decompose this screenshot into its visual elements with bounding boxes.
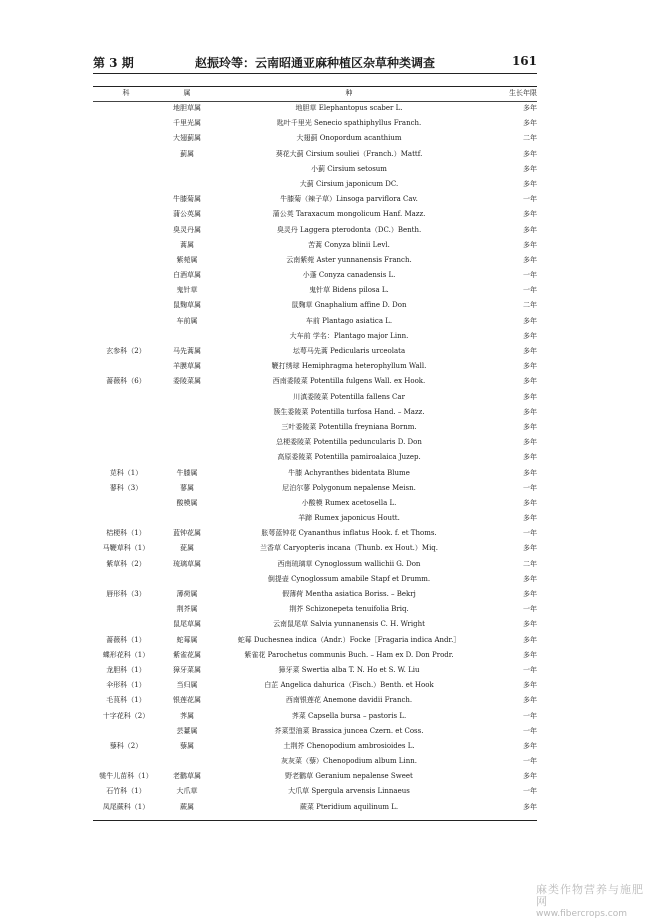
table-row	[93, 739, 537, 754]
cell-life-span: 多年	[523, 422, 537, 431]
table-row	[93, 724, 537, 739]
table-row	[93, 481, 537, 496]
cell-species: 大车前 学名：Plantago major Linn.	[289, 331, 409, 340]
cell-life-span: 多年	[523, 574, 537, 583]
cell-genus: 白酒草属	[173, 271, 201, 280]
table-row	[93, 602, 537, 617]
cell-life-span: 多年	[523, 772, 537, 781]
cell-genus: 羊膜草属	[173, 362, 201, 371]
column-header-species: 种	[345, 89, 353, 97]
cell-life-span: 多年	[523, 119, 537, 128]
cell-genus: 鬼针草	[176, 286, 198, 295]
cell-life-span: 多年	[523, 635, 537, 644]
table-row	[93, 663, 537, 678]
table-row	[93, 572, 537, 587]
cell-genus: 蛇莓属	[176, 635, 198, 644]
table-row	[93, 207, 537, 222]
cell-species: 尼泊尔蓼 Polygonum nepalense Meisn.	[282, 483, 416, 492]
table-row	[93, 526, 537, 541]
cell-genus: 紫雀花属	[173, 650, 201, 659]
table-row	[93, 223, 537, 238]
cell-genus: 莸属	[180, 544, 194, 553]
cell-genus: 大爪草	[176, 787, 198, 796]
cell-genus: 藜属	[180, 741, 194, 750]
table-row	[93, 496, 537, 511]
table-row	[93, 420, 537, 435]
cell-genus: 千里光属	[173, 119, 201, 128]
table-header	[93, 88, 537, 101]
cell-life-span: 一年	[523, 271, 537, 280]
column-header-family: 科	[122, 89, 130, 97]
cell-life-span: 多年	[523, 453, 537, 462]
cell-species: 三叶委陵菜 Potentilla freyniana Bornm.	[281, 422, 417, 431]
cell-life-span: 一年	[523, 726, 537, 735]
cell-life-span: 多年	[523, 468, 537, 477]
cell-life-span: 一年	[523, 286, 537, 295]
table-row	[93, 147, 537, 162]
cell-genus: 琉璃草属	[173, 559, 201, 568]
cell-species: 云南鼠尾草 Salvia yunnanensis C. H. Wright	[273, 620, 425, 629]
cell-genus: 芸薹属	[176, 726, 198, 735]
cell-family: 紫草科（2）	[106, 559, 146, 568]
cell-species: 土荆芥 Chenopodium ambrosioides L.	[283, 741, 415, 750]
cell-genus: 荆芥属	[176, 605, 198, 614]
table-row	[93, 238, 537, 253]
table-row	[93, 800, 537, 815]
cell-life-span: 多年	[523, 104, 537, 112]
cell-life-span: 多年	[523, 377, 537, 386]
cell-life-span: 一年	[523, 483, 537, 492]
cell-family: 石竹科（1）	[106, 787, 146, 796]
cell-species: 牛膝 Achyranthes bidentata Blume	[288, 468, 410, 477]
cell-species: 蛇莓 Duchesnea indica（Andr.）Focke［Fragaria indica Andr.］	[237, 635, 461, 644]
cell-family: 马鞭草科（1）	[102, 544, 150, 553]
cell-family: 桔梗科（1）	[106, 529, 146, 538]
table-top-rule	[93, 86, 537, 87]
cell-species: 云南紫菀 Aster yunnanensis Franch.	[286, 255, 412, 264]
cell-genus: 牛膝菊属	[173, 195, 201, 204]
table-row	[93, 633, 537, 648]
cell-family: 牻牛儿苗科（1）	[99, 772, 153, 781]
cell-life-span: 二年	[523, 301, 537, 310]
table-row	[93, 693, 537, 708]
cell-life-span: 多年	[523, 620, 537, 629]
table-row	[93, 678, 537, 693]
cell-genus: 荠属	[180, 711, 194, 720]
cell-species: 蕨菜 Pteridium aquilinum L.	[299, 802, 399, 811]
cell-genus: 马先蒿属	[173, 347, 201, 355]
cell-species: 小蓟 Cirsium setosum	[311, 164, 387, 173]
table-row	[93, 648, 537, 663]
table-row	[93, 101, 537, 116]
cell-species: 西南委陵菜 Potentilla fulgens Wall. ex Hook.	[272, 377, 426, 386]
table-row	[93, 131, 537, 146]
cell-family: 凤尾蕨科（1）	[102, 802, 150, 811]
cell-family: 蔷薇科（1）	[106, 635, 146, 644]
watermark-site-name: 麻类作物营养与施肥网	[536, 883, 644, 908]
cell-life-span: 多年	[523, 164, 537, 173]
cell-species: 胀萼蓝钟花 Cyananthus inflatus Hook. f. et Thoms.	[261, 529, 437, 538]
table-row	[93, 769, 537, 784]
cell-life-span: 多年	[523, 696, 537, 705]
table-row	[93, 116, 537, 131]
cell-species: 坛萼马先蒿 Pedicularis urceolata	[292, 347, 406, 355]
table-row	[93, 511, 537, 526]
cell-species: 高原委陵菜 Potentilla pamiroalaica Juzep.	[277, 453, 421, 462]
cell-species: 倒提壶 Cynoglossum amabile Stapf et Drumm.	[267, 574, 431, 583]
table-row	[93, 541, 537, 556]
cell-genus: 当归属	[176, 681, 198, 690]
table-row	[93, 466, 537, 481]
table-row	[93, 784, 537, 799]
cell-life-span: 多年	[523, 544, 537, 553]
cell-genus: 薄荷属	[176, 590, 198, 598]
cell-life-span: 多年	[523, 149, 537, 158]
table-row	[93, 374, 537, 389]
table-row	[93, 298, 537, 313]
watermark	[536, 884, 646, 920]
cell-genus: 臭灵丹属	[173, 225, 201, 234]
cell-species: 总梗委陵菜 Potentilla peduncularis D. Don	[276, 438, 422, 447]
table-row	[93, 617, 537, 632]
cell-species: 大蓟 Cirsium japonicum DC.	[299, 179, 399, 188]
cell-life-span: 多年	[523, 225, 537, 234]
cell-life-span: 一年	[523, 195, 537, 204]
header-rule	[93, 73, 537, 74]
cell-genus: 酸模属	[176, 498, 198, 507]
cell-life-span: 一年	[523, 711, 537, 720]
cell-life-span: 一年	[523, 529, 537, 538]
cell-species: 簇生委陵菜 Potentilla turfosa Hand. – Mazz.	[273, 407, 425, 416]
cell-species: 灰灰菜（藜）Chenopodium album Linn.	[281, 757, 417, 766]
cell-life-span: 多年	[523, 438, 537, 447]
table-row	[93, 587, 537, 602]
cell-family: 蓼科（3）	[109, 483, 143, 492]
cell-life-span: 多年	[523, 514, 537, 523]
cell-genus: 蓟属	[180, 149, 194, 158]
cell-genus: 大翅蓟属	[173, 134, 201, 143]
cell-species: 荠菜 Capsella bursa – pastoris L.	[291, 711, 407, 720]
cell-species: 川滇委陵菜 Potentilla fallens Car	[293, 392, 405, 401]
cell-family: 伞形科（1）	[106, 681, 146, 690]
cell-family: 玄参科（2）	[106, 347, 146, 355]
cell-species: 紫雀花 Parochetus communis Buch. – Ham ex D. Don Prodr.	[244, 650, 454, 659]
cell-species: 鼠麴草 Gnaphalium affine D. Don	[291, 301, 407, 310]
cell-family: 藜科（2）	[109, 741, 143, 750]
table-row	[93, 253, 537, 268]
cell-family: 苋科（1）	[109, 468, 143, 477]
cell-family: 唇形科（3）	[106, 590, 146, 598]
cell-species: 兰香草 Caryopteris incana（Thunb. ex Hout.）Miq.	[259, 544, 439, 553]
cell-genus: 獐牙菜属	[173, 665, 201, 674]
cell-species: 小酸模 Rumex acetosella L.	[301, 498, 397, 507]
cell-life-span: 多年	[523, 741, 537, 750]
cell-genus: 蓝钟花属	[173, 529, 201, 538]
cell-life-span: 一年	[523, 757, 537, 766]
cell-family: 十字花科（2）	[102, 711, 150, 720]
table-row	[93, 450, 537, 465]
cell-life-span: 一年	[523, 605, 537, 614]
cell-species: 地胆草 Elephantopus scaber L.	[295, 104, 403, 112]
column-header-genus: 属	[183, 89, 191, 97]
cell-species: 野老鹳草 Geranium nepalense Sweet	[285, 772, 413, 781]
table-row	[93, 283, 537, 298]
cell-life-span: 多年	[523, 392, 537, 401]
cell-life-span: 多年	[523, 210, 537, 219]
cell-life-span: 二年	[523, 134, 537, 143]
cell-life-span: 多年	[523, 240, 537, 249]
page-number: 161	[511, 54, 537, 68]
weed-species-table	[93, 101, 537, 815]
cell-genus: 蓼属	[180, 483, 194, 492]
cell-genus: 紫菀属	[176, 255, 198, 264]
table-row	[93, 177, 537, 192]
cell-species: 蒲公英 Taraxacum mongolicum Hanf. Mazz.	[272, 210, 426, 219]
cell-life-span: 多年	[523, 650, 537, 659]
cell-life-span: 多年	[523, 590, 537, 598]
running-header	[93, 54, 537, 70]
cell-genus: 银莲花属	[173, 696, 201, 705]
cell-life-span: 多年	[523, 407, 537, 416]
cell-genus: 鼠麴草属	[173, 301, 201, 310]
cell-family: 龙胆科（1）	[106, 665, 146, 674]
table-row	[93, 405, 537, 420]
cell-genus: 委陵菜属	[173, 377, 201, 386]
cell-genus: 地胆草属	[173, 104, 201, 112]
cell-genus: 牛膝属	[176, 468, 198, 477]
table-row	[93, 754, 537, 769]
cell-genus: 蒿属	[180, 240, 194, 249]
cell-life-span: 多年	[523, 347, 537, 355]
cell-life-span: 多年	[523, 362, 537, 371]
cell-genus: 蕨属	[180, 802, 194, 811]
table-row	[93, 359, 537, 374]
cell-life-span: 多年	[523, 179, 537, 188]
cell-family: 蝶形花科（1）	[102, 650, 150, 659]
cell-species: 西南琉璃草 Cynoglossum wallichii G. Don	[277, 559, 421, 568]
cell-genus: 车前属	[176, 316, 198, 325]
cell-life-span: 一年	[523, 665, 537, 674]
watermark-url: www.fibercrops.com	[536, 909, 627, 919]
cell-species: 鞭打绣球 Hemiphragma heterophyllum Wall.	[271, 362, 427, 371]
cell-species: 大爪草 Spergula arvensis Linnaeus	[288, 787, 410, 796]
table-row	[93, 192, 537, 207]
table-row	[93, 162, 537, 177]
cell-life-span: 二年	[523, 559, 537, 568]
cell-species: 獐牙菜 Swertia alba T. N. Ho et S. W. Liu	[278, 665, 420, 674]
cell-life-span: 多年	[523, 255, 537, 264]
cell-genus: 蒲公英属	[173, 210, 201, 219]
cell-species: 大翅蓟 Onopordum acanthium	[296, 134, 402, 143]
column-header-life: 生长年限	[509, 89, 537, 97]
cell-life-span: 多年	[523, 802, 537, 811]
cell-life-span: 一年	[523, 787, 537, 796]
cell-life-span: 多年	[523, 331, 537, 340]
table-row	[93, 314, 537, 329]
cell-species: 臭灵丹 Laggera pterodonta（DC.）Benth.	[276, 225, 422, 234]
cell-species: 芥菜型油菜 Brassica juncea Czern. et Coss.	[274, 726, 424, 735]
table-bottom-rule	[93, 820, 537, 821]
cell-family: 毛茛科（1）	[106, 696, 146, 705]
cell-life-span: 多年	[523, 498, 537, 507]
table-row	[93, 557, 537, 572]
cell-species: 荆芥 Schizonepeta tenuifolia Briq.	[289, 605, 409, 614]
cell-genus: 老鹳草属	[173, 772, 201, 781]
cell-life-span: 多年	[523, 316, 537, 325]
cell-species: 假薄荷 Mentha asiatica Boriss. – Bekrj	[282, 590, 416, 598]
table-row	[93, 390, 537, 405]
cell-species: 车前 Plantago asiatica L.	[305, 316, 393, 325]
cell-species: 羊蹄 Rumex japonicus Houtt.	[298, 514, 400, 523]
cell-species: 小蓬 Conyza canadensis L.	[302, 271, 396, 280]
cell-life-span: 多年	[523, 681, 537, 690]
issue-number: 第 3 期	[93, 56, 134, 70]
table-row	[93, 329, 537, 344]
cell-genus: 鼠尾草属	[173, 620, 201, 629]
cell-species: 牛膝菊（辣子草）Linsoga parviflora Cav.	[280, 195, 418, 204]
table-row	[93, 268, 537, 283]
cell-family: 蔷薇科（6）	[106, 377, 146, 386]
cell-species: 葵花大蓟 Cirsium souliei（Franch.）Mattf.	[275, 149, 423, 158]
cell-species: 鬼针草 Bidens pilosa L.	[309, 286, 389, 295]
article-title: 赵振玲等：云南昭通亚麻种植区杂草种类调查	[194, 56, 435, 70]
table-row	[93, 709, 537, 724]
cell-species: 匙叶千里光 Senecio spathiphyllus Franch.	[276, 119, 422, 128]
table-row	[93, 344, 537, 359]
table-row	[93, 435, 537, 450]
cell-species: 苦蒿 Conyza blinii Levl.	[308, 240, 390, 249]
cell-species: 西南银莲花 Anemone davidii Franch.	[285, 696, 413, 705]
cell-species: 白芷 Angelica dahurica（Fisch.）Benth. et Hook	[264, 681, 434, 690]
